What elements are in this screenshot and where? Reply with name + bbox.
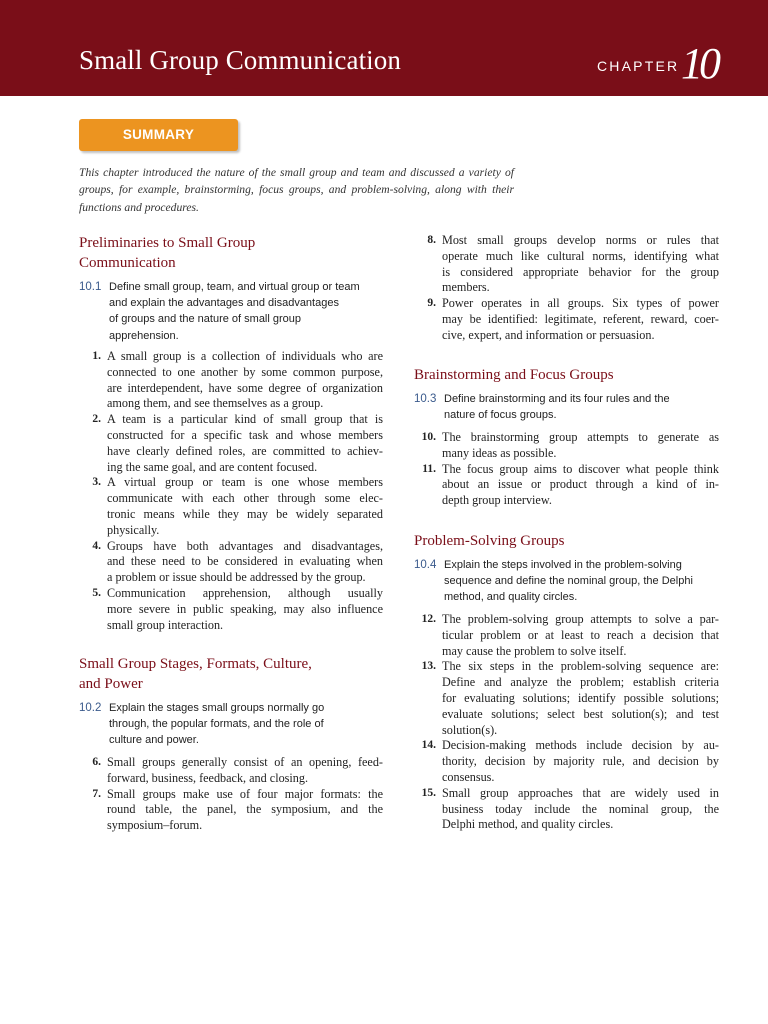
objective-text: Define small group, team, and virtual group or team — [109, 281, 360, 293]
chapter-label: CHAPTER — [597, 58, 680, 74]
section-heading-preliminaries — [79, 234, 255, 273]
item-number: 4. — [92, 539, 101, 552]
chapter-header-bar — [0, 0, 768, 96]
item-line: The brainstorming group attempts to generate as — [442, 430, 719, 444]
item-line: cive, expert, and information or persuasion. — [442, 327, 655, 342]
list-item — [414, 612, 719, 659]
list-item — [414, 430, 719, 462]
summary-list-section-1 — [79, 349, 383, 633]
list-item — [79, 475, 383, 538]
objective-text: apprehension. — [109, 329, 179, 342]
section-heading-line: and Power — [79, 675, 143, 692]
section-heading-line: Preliminaries to Small Group — [79, 235, 256, 251]
objective-text: culture and power. — [109, 734, 199, 747]
item-line: A team is a particular kind of small group that is — [107, 412, 383, 427]
chapter-number: 10 — [681, 39, 717, 88]
section-heading-line: Communication — [79, 254, 176, 271]
section-heading-stages-formats — [79, 655, 312, 694]
item-line: The problem-solving group attempts to solve a par- — [442, 612, 719, 626]
item-line: A small group is a collection of individuals who are — [107, 349, 383, 363]
item-line: are interdependent, have some degree of organization — [107, 380, 383, 395]
item-line: Communication apprehension, although usually — [107, 585, 383, 600]
item-line: many ideas as possible. — [442, 445, 557, 460]
item-number: 8. — [427, 234, 436, 246]
section-heading-brainstorming — [414, 366, 614, 386]
item-line: solution(s). — [442, 722, 498, 737]
item-line: communicate with each other through some elec- — [107, 491, 383, 506]
item-line: connected to one another by some common purpose, — [107, 364, 383, 379]
list-item — [414, 738, 719, 785]
item-number: 7. — [92, 787, 101, 800]
item-line: Delphi method, and quality circles. — [442, 817, 614, 832]
item-line: The focus group aims to discover what people think — [442, 461, 719, 476]
objective-text: sequence and define the nominal group, the Delphi — [444, 575, 693, 588]
item-line: round table, the panel, the symposium, and the — [107, 802, 383, 817]
item-line: thority, decision by majority rule, and decision by — [442, 754, 719, 769]
item-line: operate much like cultural norms, identifying what — [442, 248, 719, 263]
item-line: consensus. — [442, 769, 495, 784]
chapter-title: Small Group Communication — [79, 45, 401, 75]
item-line: Decision-making methods include decision by au- — [442, 738, 719, 753]
item-line: physically. — [107, 522, 160, 537]
item-line: Small group approaches that are widely used in — [442, 785, 719, 800]
list-item — [79, 412, 383, 475]
item-line: is considered appropriate behavior for the group — [442, 264, 719, 279]
section-heading-line: Problem-Solving Groups — [414, 533, 565, 549]
list-item — [79, 349, 383, 412]
objective-text: nature of focus groups. — [444, 409, 557, 422]
list-item — [414, 659, 719, 738]
objective-text: method, and quality circles. — [444, 591, 578, 604]
learning-objective-10-4 — [414, 557, 693, 606]
item-line: Small groups generally consist of an opening, feed- — [107, 755, 383, 769]
item-line: Small groups make use of four major formats: the — [107, 786, 383, 801]
item-line: business today include the nominal group, the — [442, 801, 719, 816]
intro-line: groups, for example, brainstorming, focus groups, and problem-solving, along with their — [79, 183, 514, 197]
item-line: Groups have both advantages and disadvantages, — [107, 538, 383, 553]
objective-text: and explain the advantages and disadvantages — [109, 297, 339, 310]
item-line: evaluate solutions; select best solution(s); and test — [442, 706, 719, 721]
item-line: A virtual group or team is one whose members — [107, 475, 383, 490]
section-heading-line: Small Group Stages, Formats, Culture, — [79, 656, 312, 672]
objective-text: Explain the stages small groups normally go — [109, 702, 325, 714]
objective-text: of groups and the nature of small group — [109, 313, 302, 326]
list-item — [79, 787, 383, 834]
intro-line: functions and procedures. — [79, 200, 199, 214]
item-line: members. — [442, 280, 490, 295]
item-line: tronic means while they may be widely separated — [107, 506, 383, 521]
item-number: 14. — [421, 739, 436, 752]
item-number: 5. — [92, 586, 101, 599]
item-number: 12. — [421, 613, 436, 625]
objective-number: 10.4 — [414, 559, 437, 571]
summary-list-section-2 — [79, 755, 383, 834]
item-number: 3. — [92, 476, 101, 489]
objective-number: 10.2 — [79, 702, 102, 714]
item-line: about an issue or product through a kind of in- — [442, 477, 719, 492]
list-item — [79, 539, 383, 586]
learning-objective-10-2 — [79, 700, 324, 749]
item-line: and these need to be considered in evaluating when — [107, 554, 383, 569]
list-item — [414, 233, 719, 296]
item-line: ing the same goal, and are content focused. — [107, 459, 318, 474]
list-item — [414, 296, 719, 343]
item-line: forward, business, feedback, and closing. — [107, 770, 309, 785]
section-heading-line: Brainstorming and Focus Groups — [414, 367, 614, 383]
objective-number: 10.1 — [79, 281, 102, 293]
item-line: a problem or issue should be addressed by the group. — [107, 570, 366, 585]
list-item — [414, 462, 719, 509]
objective-text: Define brainstorming and its four rules and the — [444, 393, 670, 405]
section-heading-problem-solving — [414, 532, 564, 552]
item-line: symposium–forum. — [107, 818, 203, 833]
item-line: constructed for a specific task and whose members — [107, 427, 383, 442]
learning-objective-10-3 — [414, 391, 670, 423]
item-line: The six steps in the problem-solving sequence are: — [442, 659, 719, 674]
list-item — [414, 786, 719, 833]
intro-line: This chapter introduced the nature of the small group and team and discussed a variety of — [79, 166, 514, 179]
item-number: 10. — [421, 431, 436, 443]
summary-list-section-3 — [414, 430, 719, 509]
item-line: among them, and see themselves as a group. — [107, 396, 324, 411]
summary-tab: SUMMARY — [79, 119, 238, 151]
item-line: depth group interview. — [442, 493, 552, 508]
item-number: 6. — [92, 756, 101, 768]
list-item — [79, 586, 383, 633]
objective-text: through, the popular formats, and the role of — [109, 718, 324, 731]
item-number: 1. — [92, 350, 101, 362]
summary-list-section-4 — [414, 612, 719, 833]
item-line: more severe in public speaking, may also influence — [107, 601, 383, 616]
learning-objective-10-1 — [79, 279, 360, 344]
item-line: small group interaction. — [107, 617, 224, 632]
item-line: ticular problem or at least to reach a decision that — [442, 627, 719, 642]
item-line: may be identified: legitimate, referent, reward, coer- — [442, 311, 719, 326]
item-number: 11. — [422, 462, 436, 475]
item-number: 9. — [427, 297, 436, 310]
list-item — [79, 755, 383, 787]
objective-text: Explain the steps involved in the problem-solving — [444, 559, 682, 571]
item-line: Power operates in all groups. Six types of power — [442, 296, 719, 311]
item-number: 15. — [421, 786, 436, 799]
item-number: 13. — [421, 660, 436, 673]
summary-list-section-2-cont — [414, 233, 719, 344]
item-line: Most small groups develop norms or rules that — [442, 233, 719, 247]
item-number: 2. — [92, 413, 101, 426]
item-line: Define and analyze the problem; establish criteria — [442, 675, 719, 690]
intro-paragraph — [79, 164, 514, 216]
item-line: for evaluating solutions; identify possible solutions; — [442, 690, 719, 705]
item-line: may cause the problem to solve itself. — [442, 643, 627, 658]
objective-number: 10.3 — [414, 393, 437, 405]
item-line: have clearly defined roles, are committed to achiev- — [107, 443, 383, 458]
